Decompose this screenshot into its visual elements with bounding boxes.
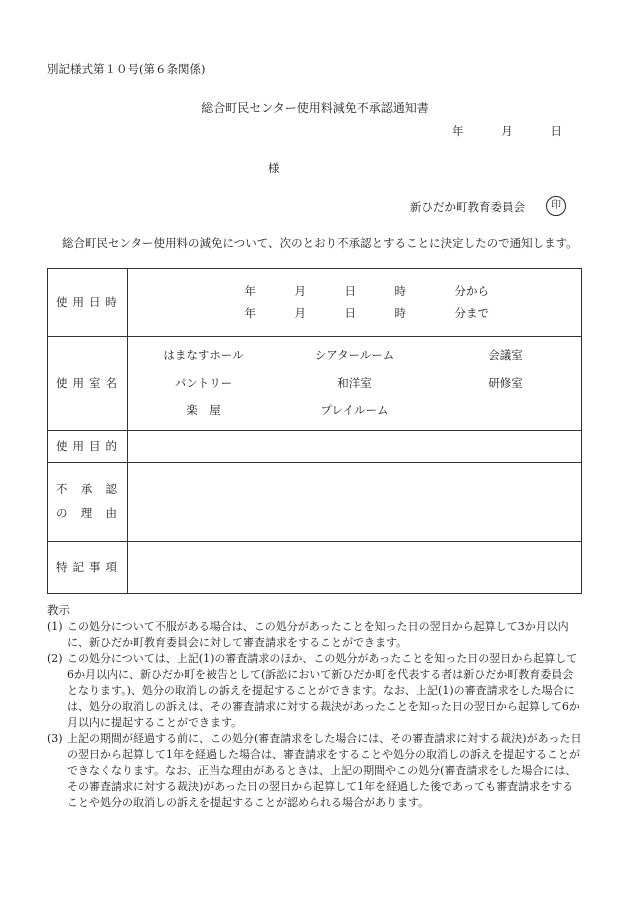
label-char: 項 (105, 559, 117, 574)
label-char: 承 (80, 482, 93, 497)
unit-hour: 時 (394, 283, 406, 298)
note-item (47, 651, 582, 731)
row-rooms (48, 337, 582, 431)
note-text: この処分について不服がある場合は、この処分があったことを知った日の翌日から起算して3か月以内に、新ひだか町教育委員会に対して審査請求をすることができます。 (67, 620, 569, 649)
row-remarks (48, 542, 582, 594)
remarks-cell[interactable] (128, 542, 582, 594)
label-char: 的 (105, 438, 117, 453)
reason-cell[interactable] (128, 463, 582, 542)
datetime-from-row (128, 281, 581, 303)
room-option[interactable]: 楽 屋 (186, 403, 221, 418)
room-option[interactable]: 会議室 (488, 348, 523, 363)
date-line (452, 124, 562, 140)
label-char: 由 (105, 506, 117, 520)
room-option[interactable]: 研修室 (488, 375, 523, 390)
unit-day: 日 (344, 283, 356, 298)
purpose-cell[interactable] (128, 431, 582, 463)
room-option[interactable]: プレイルーム (320, 403, 389, 418)
form-reference: 別記様式第１０号(第６条関係) (47, 62, 206, 76)
label-char: 不 (56, 482, 68, 497)
note-number: (3) (47, 732, 63, 745)
from-suffix: 分から (454, 283, 489, 298)
row-usage-datetime (48, 269, 582, 337)
label-char: 用 (72, 438, 84, 453)
date-day: 日 (550, 124, 562, 138)
unit-hour: 時 (394, 305, 406, 320)
label-char: 記 (72, 559, 84, 574)
label-char: 使 (56, 438, 68, 453)
label-char: 室 (89, 375, 101, 390)
note-number: (1) (47, 620, 63, 633)
intro-text: 総合町民センター使用料の減免について、次のとおり不承認とすることに決定したので通知します。 (62, 236, 578, 250)
room-option[interactable]: シアタールーム (314, 348, 395, 363)
label-remarks (48, 542, 128, 594)
issuer-name: 新ひだか町教育委員会 (410, 200, 525, 214)
label-char: 事 (89, 559, 101, 574)
seal-mark: 印 (546, 196, 566, 216)
datetime-to-row (128, 303, 581, 325)
usage-datetime-cell[interactable] (128, 269, 582, 337)
to-suffix: 分まで (454, 305, 489, 320)
note-number: (2) (47, 652, 63, 665)
unit-month: 月 (294, 283, 306, 298)
label-char: 名 (105, 375, 117, 390)
label-rooms (48, 337, 128, 431)
label-char: 用 (72, 294, 84, 309)
rooms-cell (128, 337, 582, 431)
row-reason (48, 463, 582, 542)
note-text: 上記の期間が経過する前に、この処分(審査請求をした場合には、その審査請求に対する裁決)があった日の翌日から起算して1年を経過した場合は、審査請求をすることや処分の取消しの訴えを提起することができなくなります。なお、正当な理由があるときは、上記の期間やこの処分(審査請求をした場合には、その審査請求に対する裁決)があった日の翌日から起算して1年を経過した後であっても審査請求をすることや処分の取消しの訴えを提起することが認められる場合があります。 (67, 732, 582, 809)
label-char: 使 (56, 294, 68, 309)
label-usage-datetime (48, 269, 128, 337)
unit-day: 日 (344, 305, 356, 320)
label-char: 時 (105, 294, 117, 309)
room-option (430, 403, 581, 419)
unit-year: 年 (244, 283, 256, 298)
label-purpose (48, 431, 128, 463)
label-char: 用 (72, 375, 84, 390)
note-text: この処分については、上記(1)の審査請求のほか、この処分があったことを知った日の翌日から起算して6か月以内に、新ひだか町を被告として(訴訟において新ひだか町を代表する者は新ひだか町教育委員会となります。)、処分の取消しの訴えを提起することができます。なお、上記(1)の審査請求をした場合には、処分の取消しの訴えは、その審査請求に対する裁決があったことを知った日の翌日から起算して6か月以内に提起することができます。 (67, 652, 580, 729)
unit-month: 月 (294, 305, 306, 320)
label-reason (48, 463, 128, 542)
document-title: 総合町民センター使用料減免不承認通知書 (201, 101, 429, 115)
date-month: 月 (501, 124, 513, 138)
room-option[interactable]: はまなすホール (163, 348, 244, 363)
notes-heading: 教示 (47, 603, 70, 617)
recipient-suffix: 様 (268, 161, 280, 175)
label-char: 日 (89, 294, 101, 309)
application-table (47, 268, 582, 594)
room-option[interactable]: パントリー (174, 375, 233, 390)
label-char: 認 (105, 482, 117, 497)
label-char: 目 (89, 438, 101, 453)
unit-year: 年 (244, 305, 256, 320)
row-purpose (48, 431, 582, 463)
label-char: 使 (56, 375, 68, 390)
label-char: 理 (80, 506, 93, 520)
label-char: 特 (56, 559, 68, 574)
label-char: の (56, 506, 68, 520)
date-year: 年 (452, 124, 464, 138)
note-item (47, 731, 582, 811)
note-item (47, 619, 582, 651)
room-option[interactable]: 和洋室 (337, 375, 372, 390)
